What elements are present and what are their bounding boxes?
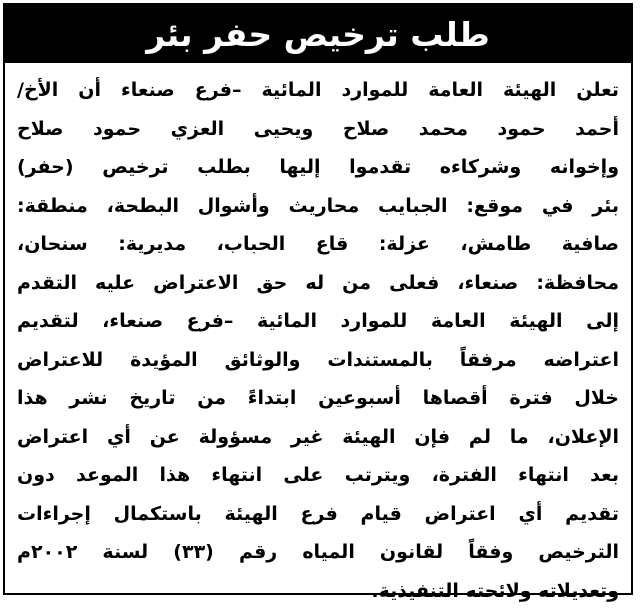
- notice-line: تقديم أي اعتراض قيام فرع الهيئة باستكمال إجراءات: [17, 495, 619, 534]
- notice-line: بعد انتهاء الفترة، ويترتب على انتهاء هذا الموعد دون: [17, 456, 619, 495]
- notice-line: خلال فترة أقصاها أسبوعين ابتداءً من تاريخ نشر هذا: [17, 379, 619, 418]
- notice-line: محافظة: صنعاء، فعلى من له حق الاعتراض عليه التقدم: [17, 264, 619, 303]
- header-bar: [5, 5, 631, 63]
- notice-line: أحمد حمود محمد صلاح ويحيى العزي حمود صلاح: [17, 110, 619, 149]
- notice-line: بئر في موقع: الجبايب محاريث وأشوال البطحة، منطقة:: [17, 187, 619, 226]
- notice-line: إلى الهيئة العامة للموارد المائية –فرع صنعاء، لتقديم: [17, 302, 619, 341]
- notice-title: طلب ترخيص حفر بئر: [146, 15, 490, 54]
- notice-frame: [3, 3, 633, 595]
- notice-line: وتعديلاته ولائحته التنفيذية.: [17, 572, 619, 610]
- notice-line: وإخوانه وشركاءه تقدموا إليها بطلب ترخيص (حفر): [17, 148, 619, 187]
- notice-line: صافية طامش، عزلة: قاع الحباب، مديرية: سنحان،: [17, 225, 619, 264]
- notice-line: اعتراضه مرفقاً بالمستندات والوثائق المؤيدة للاعتراض: [17, 341, 619, 380]
- notice-line: تعلن الهيئة العامة للموارد المائية –فرع صنعاء أن الأخ/: [17, 71, 619, 110]
- notice-body: [17, 71, 619, 610]
- notice-line: الإعلان، ما لم فإن الهيئة غير مسؤولة عن أي اعتراض: [17, 418, 619, 457]
- notice-line: الترخيص وفقاً لقانون المياه رقم (٣٣) لسنة ٢٠٠٢م: [17, 533, 619, 572]
